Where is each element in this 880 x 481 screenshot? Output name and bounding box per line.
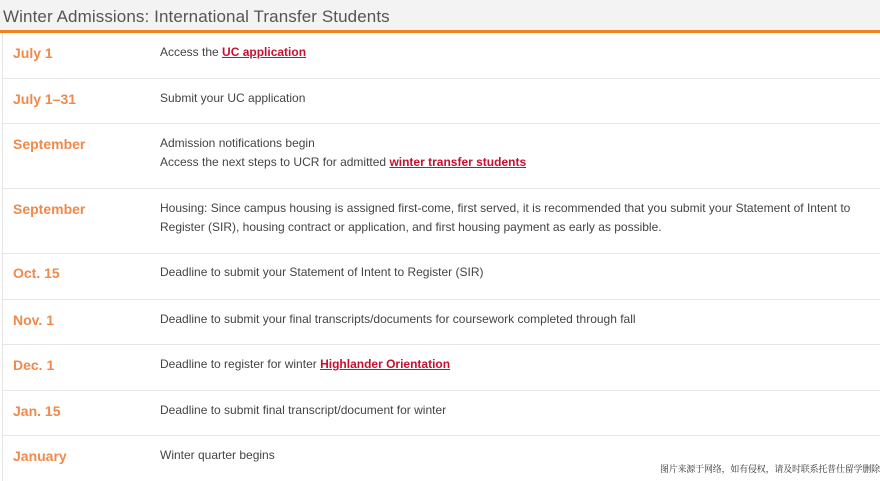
section-header [0,0,880,33]
table-row [3,124,880,189]
table-row [3,300,880,345]
winter-transfer-students-link[interactable]: winter transfer students [389,155,527,169]
row-description: Deadline to submit your Statement of Intent to Register (SIR) [160,265,484,279]
row-description: Admission notifications begin Access the next steps to UCR for admitted winter transfer students [160,136,527,169]
row-description: Deadline to register for winter Highlander Orientation [160,357,451,371]
row-date: July 1–31 [13,91,77,107]
row-description: Deadline to submit final transcript/document for winter [160,403,447,417]
row-description: Submit your UC application [160,91,306,105]
row-date: September [13,136,86,152]
row-date: Oct. 15 [13,265,60,281]
table-row [3,345,880,391]
row-description: Housing: Since campus housing is assigned first-come, first served, it is recommended that you submit your Statement of Intent to Register (SIR), housing contract or application, and first housing payment as early as possible. [160,201,851,234]
row-description: Access the UC application [160,45,307,59]
table-row [3,189,880,254]
watermark-text: 图片来源于网络，如有侵权，请及时联系托普仕留学删除 [659,465,880,475]
table-row [3,33,880,79]
table-row [3,79,880,124]
highlander-orientation-link[interactable]: Highlander Orientation [320,357,451,371]
row-description: Deadline to submit your final transcripts/documents for coursework completed through fall [160,312,636,326]
uc-application-link[interactable]: UC application [222,45,307,59]
table-row [3,254,880,300]
row-date: Dec. 1 [13,357,55,373]
row-date: September [13,201,86,217]
admissions-timeline-table [2,33,880,481]
row-date: January [13,448,67,464]
row-description: Winter quarter begins [160,448,275,462]
row-date: Nov. 1 [13,312,54,328]
row-date: Jan. 15 [13,403,61,419]
table-row [3,391,880,436]
row-date: July 1 [13,45,53,61]
page-title: Winter Admissions: International Transfer Students [3,7,390,26]
